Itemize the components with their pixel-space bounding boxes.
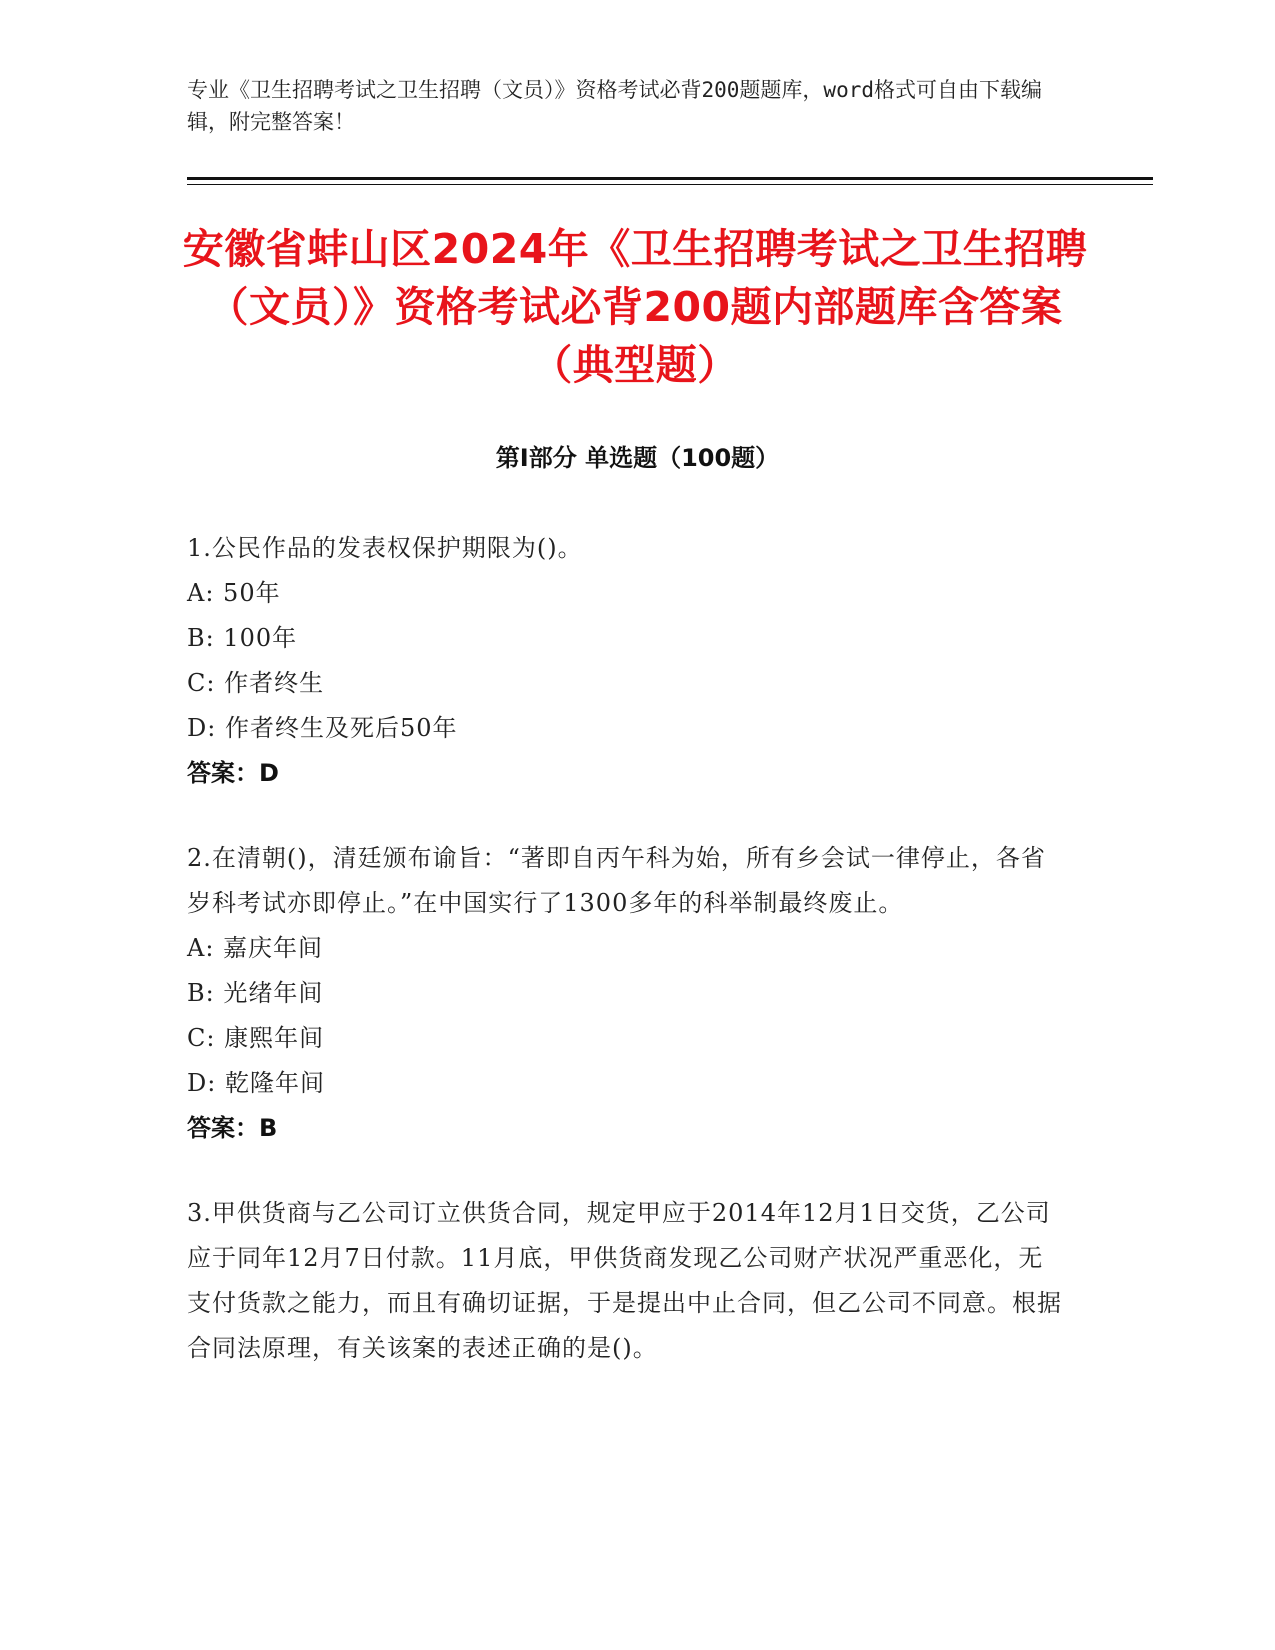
question-list [187,526,1067,1411]
question-1 [187,526,1067,796]
option-b: B: 100年 [187,624,298,652]
option-a: A: 嘉庆年间 [187,934,324,962]
document-title: 安徽省蚌山区2024年《卫生招聘考试之卫生招聘（文员）》资格考试必背200题内部题库含答案（典型题） [182,225,1088,389]
answer-label: 答案：B [187,1114,278,1142]
option-b: B: 光绪年间 [187,979,324,1007]
question-text: 2.在清朝()，清廷颁布谕旨：“著即自丙午科为始，所有乡会试一律停止，各省岁科考试亦即停止。”在中国实行了1300多年的科举制最终废止。 [187,844,1046,917]
answer-label: 答案：D [187,759,279,787]
option-d: D: 作者终生及死后50年 [187,714,458,742]
question-text: 1.公民作品的发表权保护期限为()。 [187,534,583,562]
intro-text: 专业《卫生招聘考试之卫生招聘（文员）》资格考试必背200题题库，word格式可自由下载编辑，附完整答案！ [187,78,1042,134]
option-c: C: 作者终生 [187,669,325,697]
header-divider-thin [187,184,1153,185]
option-a: A: 50年 [187,579,281,607]
question-2 [187,836,1067,1151]
question-text: 3.甲供货商与乙公司订立供货合同，规定甲应于2014年12月1日交货，乙公司应于同年12月7日付款。11月底，甲供货商发现乙公司财产状况严重恶化，无支付货款之能力，而且有确切证据，于是提出中止合同，但乙公司不同意。根据合同法原理，有关该案的表述正确的是()。 [187,1199,1062,1362]
question-3 [187,1191,1067,1371]
header-divider-thick [187,177,1153,180]
option-d: D: 乾隆年间 [187,1069,325,1097]
option-c: C: 康熙年间 [187,1024,325,1052]
section-title: 第I部分 单选题（100题） [495,444,780,472]
